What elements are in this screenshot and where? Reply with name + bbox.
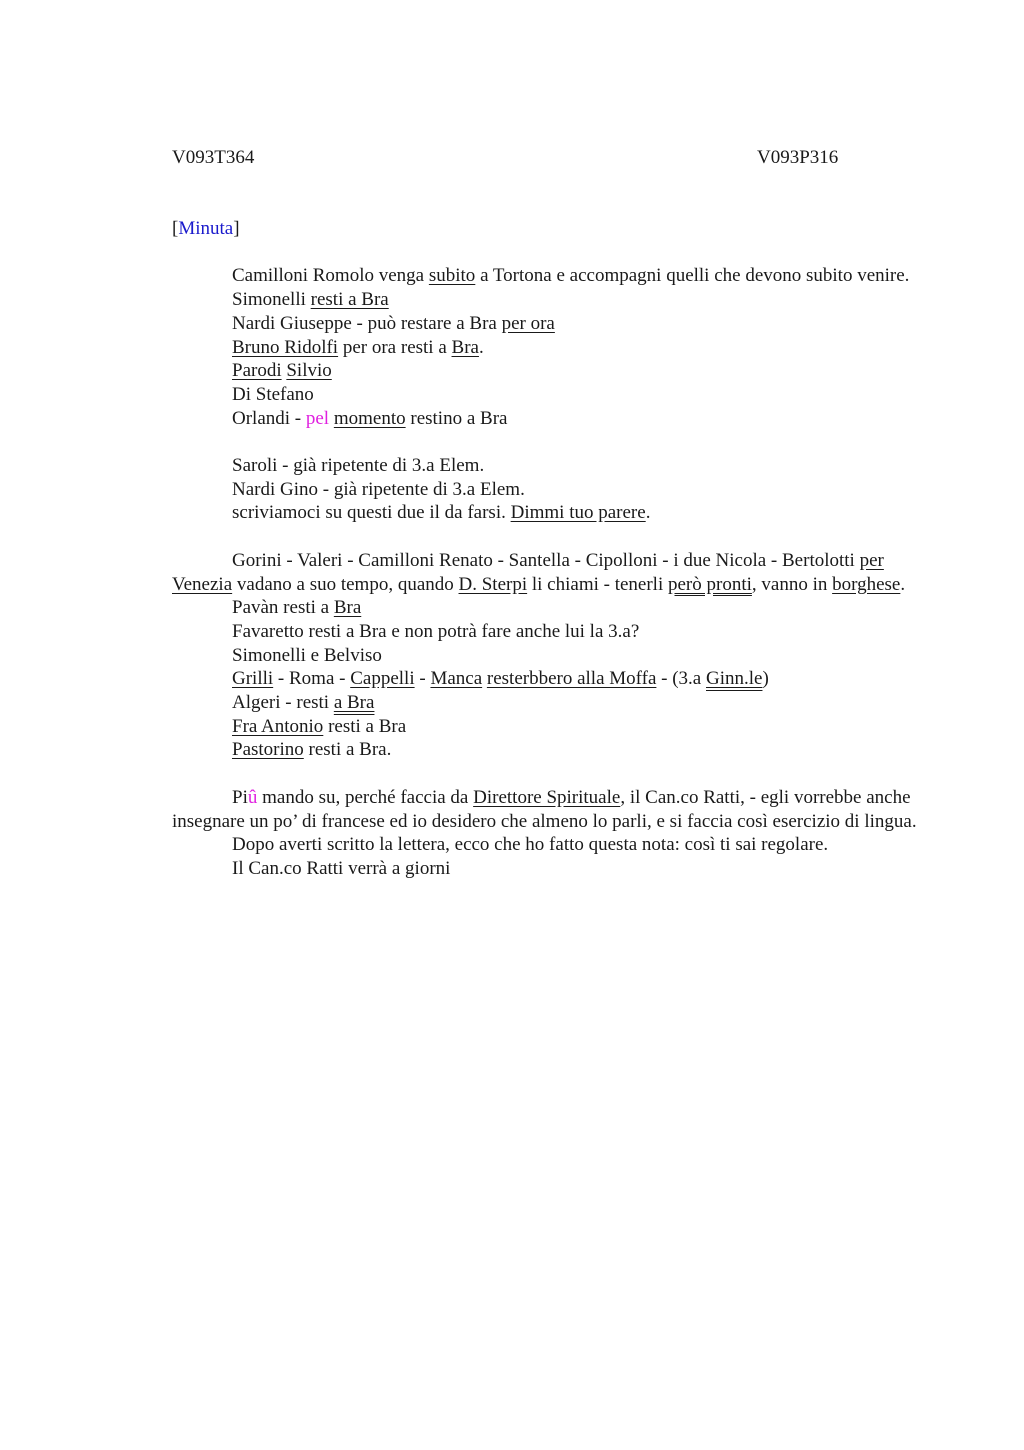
underlined-text: Fra Antonio bbox=[232, 715, 324, 737]
text-run: a Tortona e accompagni quelli che devono subito venire. bbox=[475, 265, 910, 287]
bracket-open: [ bbox=[172, 218, 179, 239]
underlined-text: Dimmi tuo parere bbox=[510, 502, 646, 524]
text-run: scriviamoci su questi due il da farsi. bbox=[232, 502, 511, 524]
underlined-text: Silvio bbox=[286, 360, 332, 382]
minuta-word: Minuta bbox=[178, 218, 234, 239]
underlined-text: resterbbero alla Moffa bbox=[486, 668, 657, 690]
spacer bbox=[172, 241, 920, 265]
underlined-text: borghese bbox=[832, 573, 901, 595]
spacer bbox=[172, 525, 920, 549]
underlined-text: momento bbox=[333, 407, 406, 429]
double-underlined-text: Ginn.le bbox=[706, 668, 763, 690]
text-run: - Roma - bbox=[273, 668, 351, 690]
underlined-text: subito bbox=[428, 265, 476, 287]
text-run: - bbox=[414, 668, 431, 690]
paragraph-gorini bbox=[172, 549, 920, 596]
line-pastorino bbox=[172, 738, 920, 762]
text-run: , vanno in bbox=[751, 573, 833, 595]
text-run: - (3.a bbox=[656, 668, 706, 690]
line-orlandi bbox=[172, 407, 920, 431]
underlined-text: Parodi bbox=[232, 360, 282, 382]
line-dopo: Dopo averti scritto la lettera, ecco che ho fatto questa nota: così ti sai regolare. bbox=[232, 834, 829, 856]
line-parodi bbox=[172, 359, 920, 383]
line-pavan bbox=[172, 596, 920, 620]
text-run: Orlandi - bbox=[232, 407, 306, 429]
underlined-text: Grilli bbox=[232, 668, 274, 690]
text-run: Simonelli bbox=[232, 289, 311, 311]
line-saroli: Saroli - già ripetente di 3.a Elem. bbox=[232, 455, 485, 476]
letter-body bbox=[172, 217, 920, 881]
underlined-text: resti a Bra bbox=[310, 289, 389, 311]
line-grilli bbox=[172, 667, 920, 691]
paragraph-camilloni bbox=[172, 264, 920, 288]
underlined-text: Bra bbox=[451, 336, 479, 358]
underlined-text: Direttore Spirituale bbox=[473, 786, 621, 808]
text-run: resti a Bra. bbox=[303, 739, 392, 761]
text-run: Algeri - resti bbox=[232, 692, 334, 714]
bracket-close: ] bbox=[233, 218, 240, 239]
line-nardi-gino: Nardi Gino - già ripetente di 3.a Elem. bbox=[232, 478, 525, 500]
line-scriviamoci bbox=[172, 501, 920, 525]
text-run: resti a Bra bbox=[323, 715, 407, 737]
text-run: . bbox=[645, 502, 651, 524]
highlighted-text: pel bbox=[305, 407, 330, 429]
underlined-text: Cappelli bbox=[350, 668, 415, 690]
highlighted-text: û bbox=[247, 786, 258, 808]
text-run: li chiami - tenerli bbox=[527, 573, 668, 595]
text-run: vadano a suo tempo, quando bbox=[232, 573, 459, 595]
line-favaretto: Favaretto resti a Bra e non potrà fare anche lui la 3.a? bbox=[232, 620, 640, 642]
text-run: Nardi Giuseppe - può restare a Bra bbox=[232, 312, 502, 334]
text-run: mando su, perché faccia da bbox=[257, 786, 474, 808]
line-algeri bbox=[172, 691, 920, 715]
spacer bbox=[172, 762, 920, 786]
paragraph-piu bbox=[172, 786, 920, 833]
double-underlined-text: a Bra bbox=[333, 692, 375, 714]
text-run: Pavàn resti a bbox=[232, 597, 334, 619]
double-underlined-text: però pronti bbox=[668, 573, 752, 595]
underlined-text: D. Sterpi bbox=[458, 573, 528, 595]
header-right-code: V093P316 bbox=[757, 147, 839, 168]
text-run: restino a Bra bbox=[405, 407, 508, 429]
line-nardi-giuseppe bbox=[172, 312, 920, 336]
text-run: Gorini - Valeri - Camilloni Renato - Santella - Cipolloni - i due Nicola - Bertolotti bbox=[232, 549, 860, 571]
text-run: , il Can.co Ratti, - egli vorrebbe anche insegnare un po’ di francese ed io desidero che almeno lo parli, e si faccia così esercizio di lingua. bbox=[172, 786, 917, 832]
spacer bbox=[172, 430, 920, 454]
line-simonelli bbox=[172, 288, 920, 312]
underlined-text: Pastorino bbox=[232, 739, 304, 761]
text-run: Pi bbox=[232, 786, 248, 808]
line-fra-antonio bbox=[172, 715, 920, 739]
line-simonelli-belviso: Simonelli e Belviso bbox=[232, 644, 382, 666]
underlined-text: Bra bbox=[333, 597, 362, 619]
text-run: per ora resti a bbox=[338, 336, 452, 358]
header-left-code: V093T364 bbox=[172, 147, 255, 168]
line-il-canonico: Il Can.co Ratti verrà a giorni bbox=[232, 857, 451, 879]
text-run: Camilloni Romolo venga bbox=[232, 265, 429, 287]
underlined-text: Bruno Ridolfi bbox=[232, 336, 339, 358]
text-run: ) bbox=[762, 668, 769, 690]
text-run: . bbox=[478, 336, 484, 358]
line-bruno-ridolfi bbox=[172, 336, 920, 360]
underlined-text: per ora bbox=[501, 312, 555, 334]
underlined-text: Manca bbox=[430, 668, 483, 690]
underlined-text: per Venezia bbox=[172, 549, 884, 595]
text-run: . bbox=[900, 573, 906, 595]
minuta-label bbox=[172, 217, 920, 241]
line-di-stefano: Di Stefano bbox=[232, 383, 314, 405]
